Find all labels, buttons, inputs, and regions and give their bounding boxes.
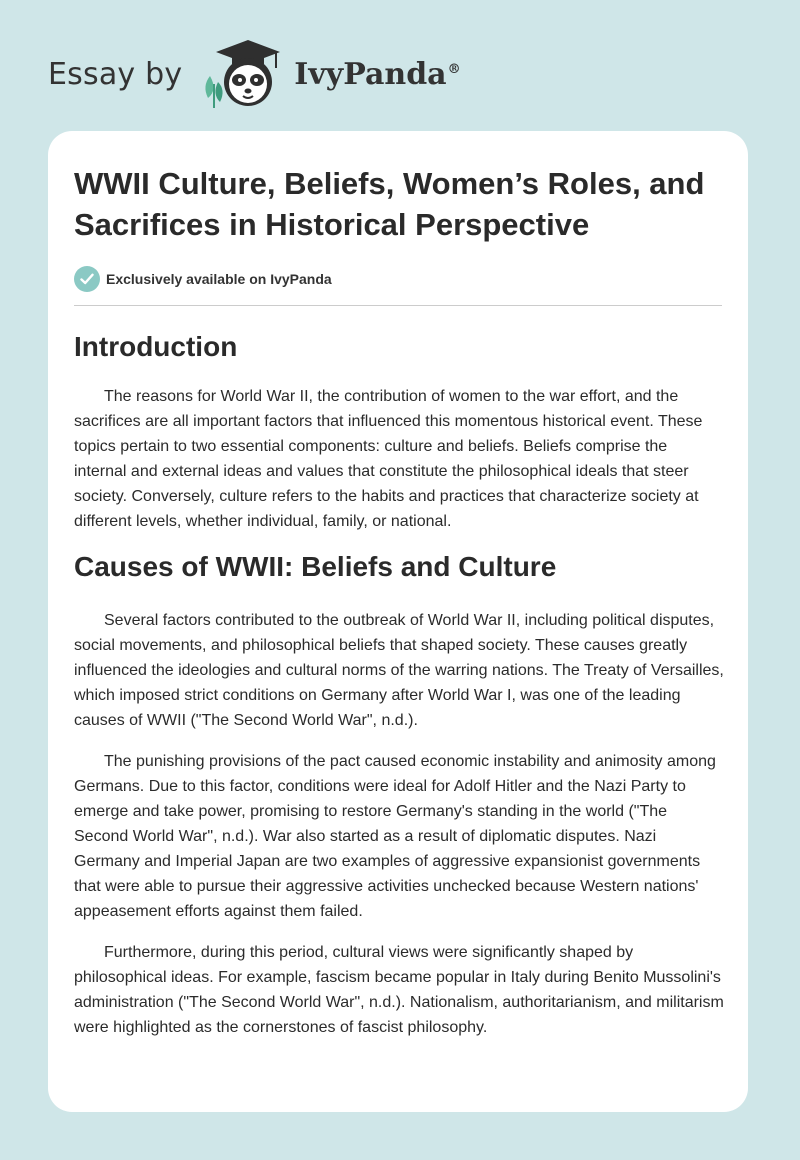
panda-logo-icon: [196, 38, 288, 110]
paragraph: Several factors contributed to the outbreak of World War II, including political disputes, social movements, and philosophical beliefs that shaped society. These causes greatly influenced the ideologies and cultural norms of the warring nations. The Treaty of Versailles, which imposed strict conditions on Germany after World War I, was one of the leading causes of WWII ("The Second World War", n.d.).: [74, 612, 724, 729]
essay-by-label: Essay by: [48, 56, 183, 92]
brand-name[interactable]: [294, 57, 460, 92]
exclusive-badge-label: Exclusively available on IvyPanda: [106, 271, 332, 287]
section-heading: Introduction: [74, 331, 238, 362]
title-divider: [74, 305, 722, 306]
exclusive-badge: [74, 265, 724, 293]
essay-title: WWII Culture, Beliefs, Women’s Roles, and Sacrifices in Historical Perspective: [74, 166, 705, 242]
checkmark-icon: [74, 266, 100, 292]
paragraph: Furthermore, during this period, cultural views were significantly shaped by philosophical ideas. For example, fascism became popular in Italy during Benito Mussolini's administration ("The Second World War", n.d.). Nationalism, authoritarianism, and militarism were highlighted as the cornerstones of fascist philosophy.: [74, 944, 724, 1036]
paragraph: The punishing provisions of the pact caused economic instability and animosity among Germans. Due to this factor, conditions were ideal for Adolf Hitler and the Nazi Party to emerge and take power, promising to restore Germany's standing in the world ("The Second World War", n.d.). War also started as a result of diplomatic disputes. Nazi Germany and Imperial Japan are two examples of aggressive expansionist governments that were able to pursue their aggressive activities unchecked because Western nations' appeasement efforts against them failed.: [74, 753, 716, 920]
essay-card: [48, 131, 748, 1112]
paragraph: The reasons for World War II, the contribution of women to the war effort, and the sacrifices are all important factors that influenced this momentous historical event. These topics pertain to two essential components: culture and beliefs. Beliefs comprise the internal and external ideas and values that constitute the philosophical ideals that steer society. Conversely, culture refers to the habits and practices that characterize society at different levels, whether individual, family, or national.: [74, 388, 703, 530]
brand-text: IvyPanda: [294, 56, 447, 92]
section-heading: Causes of WWII: Beliefs and Culture: [74, 551, 557, 582]
site-header: [48, 34, 461, 114]
essay-content: [74, 163, 724, 1040]
registered-mark: ®: [447, 61, 461, 77]
